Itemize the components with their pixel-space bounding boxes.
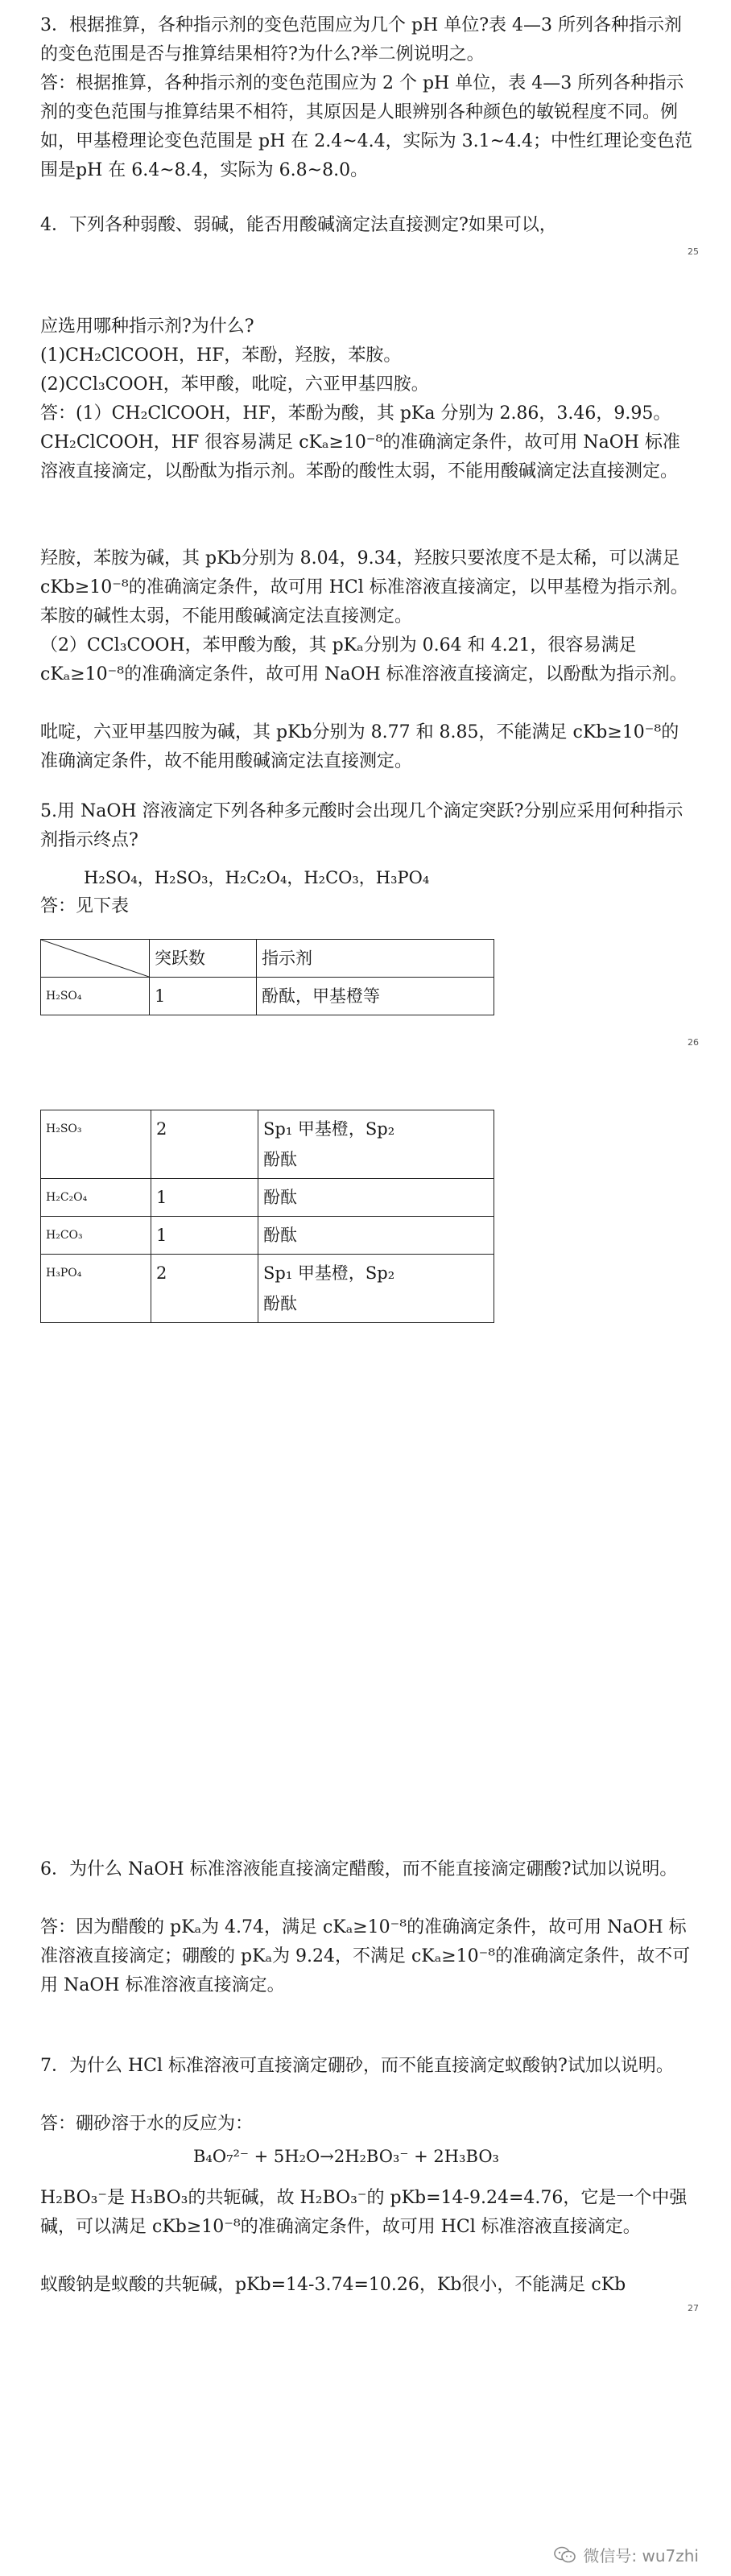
cell-indicator: 酚酞 [258,1179,494,1217]
q7-equation: B₄O₇²⁻ + 5H₂O→2H₂BO₃⁻ + 2H₃BO₃ [193,2147,499,2166]
cell-jumps: 2 [151,1110,258,1179]
q5-answer: 答：见下表 [40,896,130,916]
cell-acid: H₂SO₃ [41,1110,151,1179]
q4-answer-3: （2）CCl₃COOH，苯甲酸为酸，其 pKₐ分别为 0.64 和 4.21，很容易满足 cKₐ≥10⁻⁸的准确滴定条件，故可用 NaOH 标准溶液直接滴定，以酚酞为指示剂。 [40,635,688,684]
q5-question: 5.用 NaOH 溶液滴定下列各种多元酸时会出现几个滴定突跃?分别应采用何种指示剂指示终点? [40,801,684,850]
q6-question: 6．为什么 NaOH 标准溶液能直接滴定醋酸，而不能直接滴定硼酸?试加以说明。 [40,1859,678,1879]
q4-answer-4: 吡啶，六亚甲基四胺为碱，其 pKb分别为 8.77 和 8.85，不能满足 cKb≥10⁻⁸的准确滴定条件，故不能用酸碱滴定法直接测定。 [40,722,679,771]
cell-jumps: 1 [150,978,257,1015]
q5-table-part2 [40,1110,494,1323]
q3-answer: 答：根据推算，各种指示剂的变色范围应为 2 个 pH 单位，表 4—3 所列各种指示剂的变色范围与推算结果不相符，其原因是人眼辨别各种颜色的敏锐程度不同。例如，甲基橙理论变色范围是 pH 在 2.4~4.4，实际为 3.1~4.4；中性红理论变色范围是pH 在 6.4~8.4，实际为 6.8~8.0。 [40,73,693,180]
cell-acid: H₂C₂O₄ [41,1179,151,1217]
q4-question-part2: 应选用哪种指示剂?为什么? [40,316,254,337]
table-diagonal-corner [41,940,150,978]
table-row [41,1110,494,1179]
table-row [41,1217,494,1255]
q4-answer-2: 羟胺，苯胺为碱，其 pKb分别为 8.04，9.34，羟胺只要浓度不是太稀，可以满足 cKb≥10⁻⁸的准确滴定条件，故可用 HCl 标准溶液直接滴定，以甲基橙为指示剂。苯胺的碱性太弱，不能用酸碱滴定法直接测定。 [40,548,688,626]
cell-acid: H₂CO₃ [41,1217,151,1255]
cell-indicator [258,1110,494,1179]
cell-jumps: 2 [151,1255,258,1323]
table-header-row [41,940,494,978]
table-row [41,978,494,1015]
cell-indicator: 酚酞，甲基橙等 [257,978,494,1015]
header-jumps: 突跃数 [150,940,257,978]
cell-indicator-line1: Sp₁ 甲基橙，Sp₂ [263,1119,395,1139]
cell-acid: H₂SO₄ [41,978,150,1015]
page-number-25: 25 [688,246,699,257]
cell-indicator [258,1255,494,1323]
q7-answer-p2: 蚁酸钠是蚁酸的共轭碱，pKb=14-3.74=10.26，Kb很小，不能满足 cKb [40,2275,626,2295]
wechat-icon [554,2546,576,2564]
cell-indicator-line1: Sp₁ 甲基橙，Sp₂ [263,1263,395,1283]
page-number-27: 27 [688,2303,699,2313]
q3-question: 3．根据推算，各种指示剂的变色范围应为几个 pH 单位?表 4—3 所列各种指示剂的变色范围是否与推算结果相符?为什么?举二例说明之。 [40,15,683,64]
header-indicator: 指示剂 [257,940,494,978]
cell-indicator-line2: 酚酞 [263,1294,297,1313]
table-row [41,1255,494,1323]
q6-answer: 答：因为醋酸的 pKₐ为 4.74，满足 cKₐ≥10⁻⁸的准确滴定条件，故可用 NaOH 标准溶液直接滴定；硼酸的 pKₐ为 9.24，不满足 cKₐ≥10⁻⁸的准确滴定条件，故不可用 NaOH 标准溶液直接滴定。 [40,1917,691,1995]
cell-jumps: 1 [151,1179,258,1217]
q4-question-part1: 4．下列各种弱酸、弱碱，能否用酸碱滴定法直接测定?如果可以， [40,215,557,235]
q5-acid-list: H₂SO₄，H₂SO₃，H₂C₂O₄，H₂CO₃，H₃PO₄ [84,868,430,887]
diagonal-line-icon [41,940,149,977]
q7-answer-p1: H₂BO₃⁻是 H₃BO₃的共轭碱，故 H₂BO₃⁻的 pKb=14-9.24=4.76，它是一个中强碱，可以满足 cKb≥10⁻⁸的准确滴定条件，故可用 HCl 标准溶液直接滴定。 [40,2188,688,2237]
q7-question: 7．为什么 HCl 标准溶液可直接滴定硼砂，而不能直接滴定蚁酸钠?试加以说明。 [40,2056,674,2076]
page-number-26: 26 [688,1037,699,1048]
cell-acid: H₃PO₄ [41,1255,151,1323]
q4-answer-1: 答：(1）CH₂ClCOOH，HF，苯酚为酸，其 pKa 分别为 2.86，3.46，9.95。CH₂ClCOOH，HF 很容易满足 cKₐ≥10⁻⁸的准确滴定条件，故可用 NaOH 标准溶液直接滴定，以酚酞为指示剂。苯酚的酸性太弱，不能用酸碱滴定法直接测定。 [40,403,680,482]
cell-indicator-line2: 酚酞 [263,1150,297,1169]
q4-item-1: (1)CH₂ClCOOH，HF，苯酚，羟胺，苯胺。 [40,345,402,366]
cell-jumps: 1 [151,1217,258,1255]
cell-indicator: 酚酞 [258,1217,494,1255]
q4-item-2: (2)CCl₃COOH，苯甲酸，吡啶，六亚甲基四胺。 [40,374,429,395]
wechat-watermark [554,2543,699,2566]
watermark-label: 微信号: wu7zhi [583,2546,699,2566]
q5-table-part1 [40,939,494,1015]
table-row [41,1179,494,1217]
q7-answer-intro: 答：硼砂溶于水的反应为： [40,2114,254,2134]
